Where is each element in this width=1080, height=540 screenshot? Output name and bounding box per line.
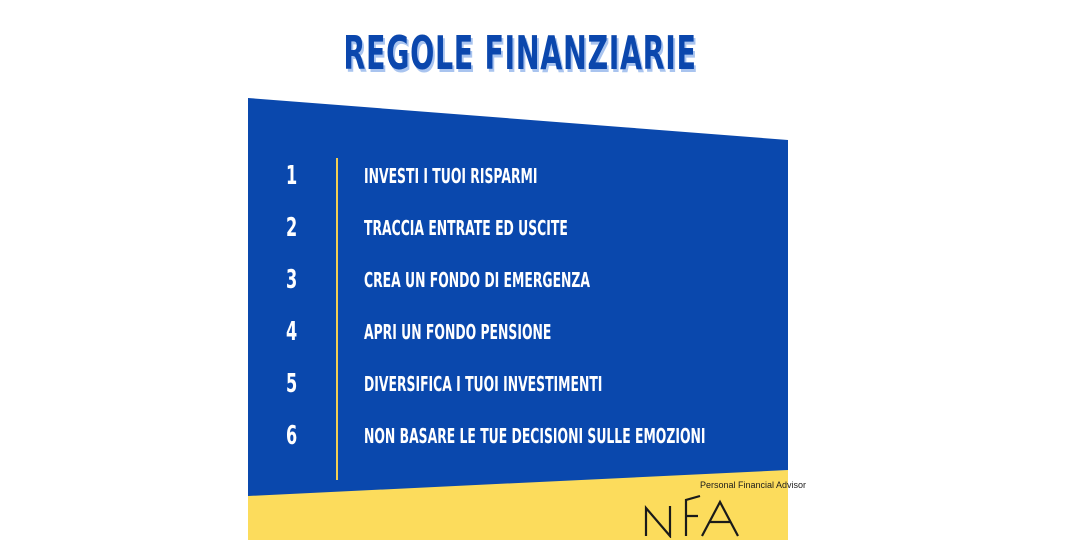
rule-number: 6	[286, 421, 298, 451]
rules-panel	[248, 98, 807, 540]
rule-number: 1	[286, 161, 298, 191]
rule-text: INVESTI I TUOI RISPARMI	[364, 164, 538, 188]
logo-letter-f	[686, 496, 700, 536]
rule-text: CREA UN FONDO DI EMERGENZA	[364, 268, 591, 292]
logo-letter-n	[646, 506, 670, 536]
list-item	[248, 208, 788, 248]
list-item	[248, 364, 788, 404]
list-item	[248, 312, 788, 352]
rule-text: NON BASARE LE TUE DECISIONI SULLE EMOZIONI	[364, 424, 706, 448]
logo-letter-a	[702, 502, 738, 536]
rule-text: DIVERSIFICA I TUOI INVESTIMENTI	[364, 372, 603, 396]
list-item	[248, 416, 788, 456]
nfa-logo	[640, 480, 807, 540]
page-title: REGOLE FINANZIARIE	[343, 26, 697, 80]
nfa-logo-mark	[640, 490, 750, 538]
rule-number: 4	[286, 317, 298, 347]
rule-number: 2	[286, 213, 298, 243]
list-item	[248, 260, 788, 300]
rule-text: APRI UN FONDO PENSIONE	[364, 320, 552, 344]
rule-number: 3	[286, 265, 298, 295]
rule-text: TRACCIA ENTRATE ED USCITE	[364, 216, 568, 240]
list-item	[248, 156, 788, 196]
logo-caption: Personal Financial Advisor	[700, 480, 807, 490]
rule-number: 5	[286, 369, 298, 399]
rules-list	[248, 98, 788, 540]
